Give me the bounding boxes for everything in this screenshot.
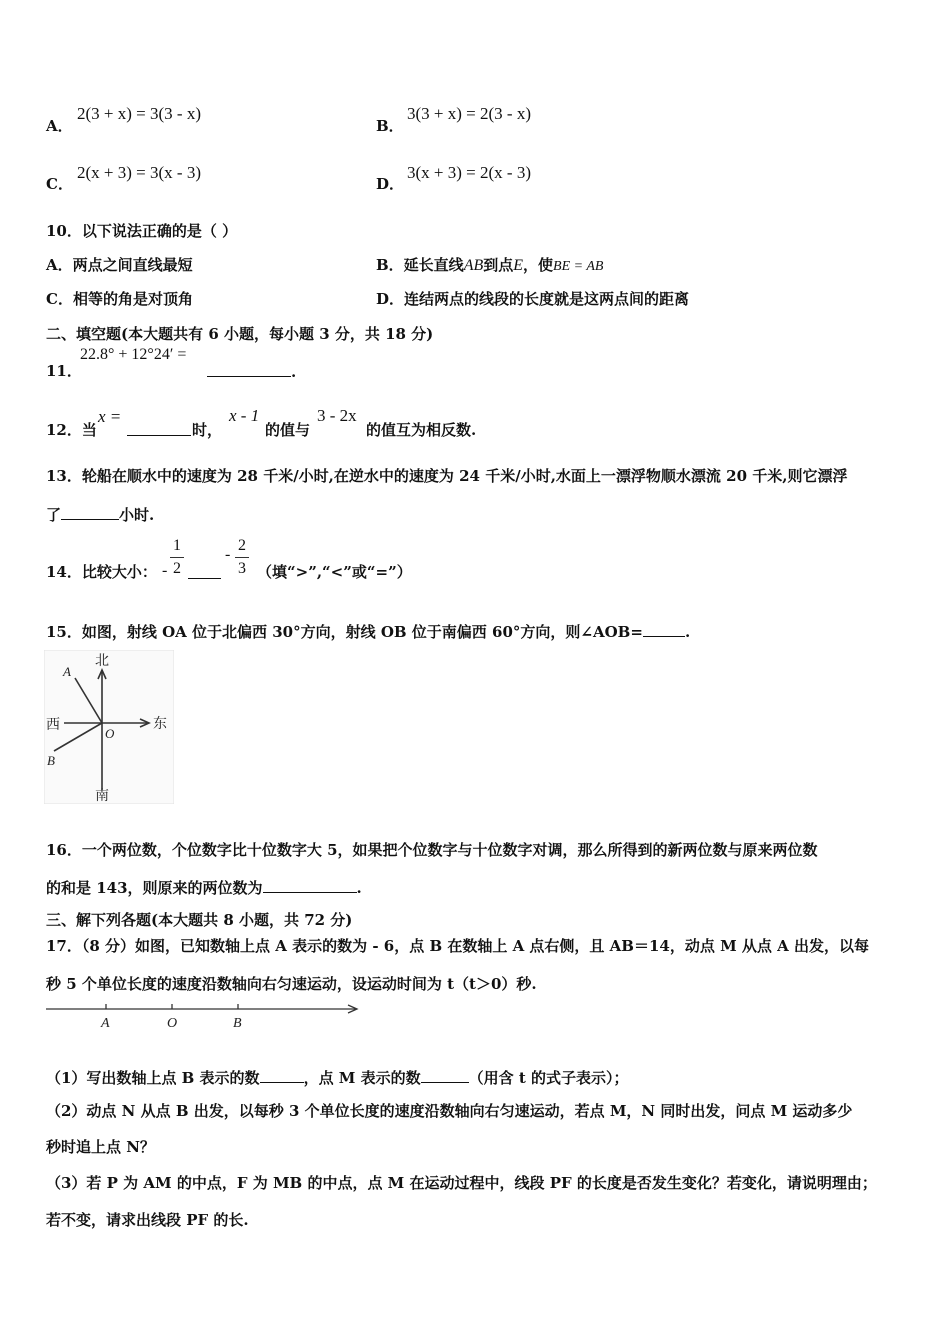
section-3-heading: 三、解下列各题(本大题共 8 小题，共 72 分) — [46, 911, 353, 929]
q17-part-2-line-2: 秒时追上点 N？ — [46, 1138, 155, 1156]
q17-line-1: 17．（8 分）如图，已知数轴上点 A 表示的数为 - 6，点 B 在数轴上 A 点右侧，且 AB＝14，动点 M 从点 A 出发，以每 — [46, 937, 869, 955]
label-point-o: O — [105, 726, 115, 741]
q10-stem: 10．以下说法正确的是（ ） — [46, 222, 238, 240]
q10-option-d: D．连结两点的线段的长度就是这两点间的距离 — [376, 290, 690, 308]
number-line-label-a: A — [101, 1016, 110, 1031]
q12-answer-blank[interactable] — [127, 421, 191, 436]
q12-when: 时， — [192, 421, 223, 439]
q9-option-d-equation: 3(x + 3) = 2(x - 3) — [407, 163, 531, 182]
q12-ending: 的值互为相反数. — [366, 421, 477, 439]
q9-option-c-equation: 2(x + 3) = 3(x - 3) — [77, 163, 201, 182]
q9-option-a-label: A． — [46, 117, 73, 135]
number-line-label-b: B — [233, 1016, 242, 1031]
q16-line-2: 的和是 143，则原来的两位数为 . — [46, 879, 362, 897]
q16-answer-blank[interactable] — [263, 878, 357, 893]
q15-compass-figure — [44, 650, 174, 804]
label-east: 东 — [153, 716, 167, 732]
q15-answer-blank[interactable] — [643, 622, 685, 637]
q9-option-d-label: D． — [376, 175, 405, 193]
q12-expression-1: x - 1 — [229, 406, 260, 425]
q14-fraction-2: 2 3 — [235, 537, 249, 578]
q17-part-1: （1）写出数轴上点 B 表示的数 ，点 M 表示的数 （用含 t 的式子表示）； — [46, 1069, 629, 1087]
q9-option-b-label: B． — [376, 117, 404, 135]
q17-line-2: 秒 5 个单位长度的速度沿数轴向右匀速运动，设运动时间为 t（t＞0）秒. — [46, 975, 537, 993]
q12-number: 12．当 — [46, 421, 97, 439]
q14-fraction-1: 1 2 — [170, 537, 184, 578]
q13-answer-blank[interactable] — [61, 505, 119, 520]
q9-option-a-equation: 2(3 + x) = 3(3 - x) — [77, 104, 201, 123]
q16-line-1: 16．一个两位数，个位数字比十位数字大 5，如果把个位数字与十位数字对调，那么所得到的新两位数与原来两位数 — [46, 841, 818, 859]
q12-value-with: 的值与 — [265, 421, 311, 439]
q10-option-a: A．两点之间直线最短 — [46, 256, 193, 274]
q17-blank-m[interactable] — [421, 1068, 469, 1083]
label-north: 北 — [95, 653, 109, 669]
q12-x-equals: x = — [98, 407, 122, 426]
q14-answer-blank[interactable] — [188, 564, 221, 579]
q10-option-c: C．相等的角是对顶角 — [46, 290, 193, 308]
q14-minus-2: - — [225, 546, 231, 563]
label-west: 西 — [46, 717, 60, 733]
number-line-label-o: O — [167, 1016, 178, 1031]
q13-line-1: 13．轮船在顺水中的速度为 28 千米/小时,在逆水中的速度为 24 千米/小时,水面上一漂浮物顺水漂流 20 千米,则它漂浮 — [46, 467, 848, 485]
q13-line-2: 了 小时. — [46, 506, 155, 524]
q17-blank-b[interactable] — [260, 1068, 304, 1083]
q14-prefix: 14．比较大小： — [46, 563, 157, 581]
label-point-a: A — [63, 664, 71, 679]
q14-minus-1: - — [162, 562, 168, 579]
q12-expression-2: 3 - 2x — [317, 406, 357, 425]
q17-part-2-line-1: （2）动点 N 从点 B 出发，以每秒 3 个单位长度的速度沿数轴向右匀速运动，若点 M，N 同时出发，问点 M 运动多少 — [46, 1102, 853, 1120]
q17-part-3-line-2: 若不变，请求出线段 PF 的长. — [46, 1211, 249, 1229]
q11-answer-blank[interactable] — [207, 362, 291, 377]
q9-option-c-label: C． — [46, 175, 73, 193]
section-2-heading: 二、填空题(本大题共有 6 小题，每小题 3 分，共 18 分) — [46, 325, 434, 343]
label-south: 南 — [95, 788, 109, 804]
q9-option-b-equation: 3(3 + x) = 2(3 - x) — [407, 104, 531, 123]
q10-option-b: B．延长直线AB到点E，使BE = AB — [376, 256, 604, 274]
q11-expression: 22.8° + 12°24′ = — [80, 346, 187, 363]
q15-text: 15．如图，射线 OA 位于北偏西 30°方向，射线 OB 位于南偏西 60°方向，则∠AOB= . — [46, 623, 691, 641]
label-point-b: B — [47, 753, 55, 768]
q11-answer: . — [207, 362, 296, 381]
q11-number: 11． — [46, 362, 82, 380]
q14-instruction: （填“>”,“<”或“=”） — [257, 563, 412, 581]
q17-number-line — [44, 1000, 364, 1034]
q17-part-3-line-1: （3）若 P 为 AM 的中点，F 为 MB 的中点，点 M 在运动过程中，线段 PF 的长度是否发生变化？若变化，请说明理由； — [46, 1174, 877, 1192]
